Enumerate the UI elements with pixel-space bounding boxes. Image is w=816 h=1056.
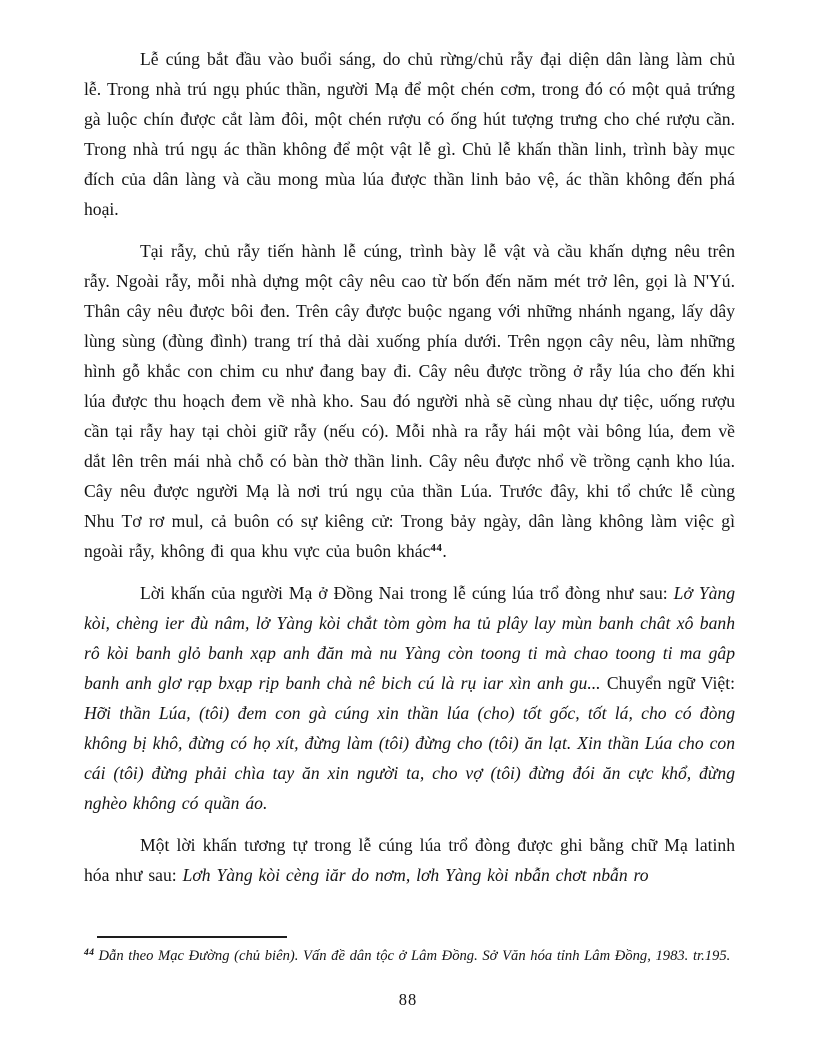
footnote-area xyxy=(84,936,735,969)
page-number: 88 xyxy=(398,990,418,1009)
footnote xyxy=(84,945,735,969)
paragraph-prayer-dong-nai: Lời khấn của người Mạ ở Đồng Nai trong lễ cúng lúa trổ đòng như sau: Lở Yàng kòi, chèng ier đù nâm, lở Yàng kòi chắt tòm gòm ha tủ plây lay mùn banh chât xô banh rô kòi banh glỏ banh xạp anh đăn mà nu Yàng còn toong ti mà chao toong ti ma gâp banh anh glơ rạp bxạp rịp banh chà nê bich cú là rụ iar xìn anh gu... Chuyển ngữ Việt: Hỡi thần Lúa, (tôi) đem con gà cúng xin thần lúa (cho) tốt gốc, tốt lá, cho có đòng không bị khô, đừng có họ xít, đừng làm (tôi) đừng cho (tôi) ăn lạt. Xin thần Lúa cho con cái (tôi) đừng phải chìa tay ăn xin người ta, cho vợ (tôi) đừng đói ăn cực khổ, đừng nghèo không có quần áo. xyxy=(84,583,736,813)
footnote-text: Dẫn theo Mạc Đường (chủ biên). Vấn đề dân tộc ở Lâm Đồng. Sở Văn hóa tỉnh Lâm Đồng, 1983. tr.195. xyxy=(98,948,731,964)
footnote-divider xyxy=(97,936,287,938)
body-text xyxy=(84,44,735,890)
paragraph-prayer-latinized: Một lời khấn tương tự trong lễ cúng lúa trổ đòng được ghi bằng chữ Mạ latinh hóa như sau: Lơh Yàng kòi cèng iăr do nơm, lơh Yàng kòi nbẫn chơt nbẫn ro xyxy=(84,835,735,885)
paragraph-neu-pole: Tại rẫy, chủ rẫy tiến hành lễ cúng, trình bày lễ vật và cầu khấn dựng nêu trên rẫy. Ngoài rẫy, mỗi nhà dựng một cây nêu cao từ bốn đến năm mét trở lên, gọi là N'Yú. Thân cây nêu được bôi đen. Trên cây được buộc ngang với những nhánh ngang, lấy dây lùng sùng (đùng đình) trang trí thả dài xuống phía dưới. Trên ngọn cây nêu, làm những hình gỗ khắc con chim cu như đang bay đi. Cây nêu được trồng ở rẫy lúa cho đến khi lúa được thu hoạch đem về nhà kho. Sau đó người nhà sẽ cùng nhau dự tiệc, uống rượu cần tại rẫy hay tại chòi giữ rẫy (nếu có). Mỗi nhà ra rẫy hái một vài bông lúa, đem về dắt lên trên mái nhà chỗ có bàn thờ thần linh. Cây nêu được nhổ về trồng cạnh kho lúa. Cây nêu được người Mạ là nơi trú ngụ của thần Lúa. Trước đây, khi tổ chức lễ cùng Nhu Tơ rơ mul, cả buôn có sự kiêng cử: Trong bảy ngày, dân làng không làm việc gì ngoài rẫy, không đi qua khu vực của buôn khác$^{44}$. xyxy=(84,241,735,561)
paragraph-ceremony-morning: Lễ cúng bắt đầu vào buổi sáng, do chủ rừng/chủ rẫy đại diện dân làng làm chủ lễ. Trong nhà trú ngụ phúc thần, người Mạ để một chén cơm, trong đó có một quả trứng gà luộc chín được cắt làm đôi, một chén rượu có ống hút tượng trưng cho ché rượu cần. Trong nhà trú ngụ ác thần không để một vật lễ gì. Chủ lễ khấn thần linh, trình bày mục đích của dân làng và cầu mong mùa lúa được thần linh bảo vệ, ác thần không đến phá hoại. xyxy=(84,49,735,219)
footnote-marker: 44 xyxy=(84,948,95,958)
